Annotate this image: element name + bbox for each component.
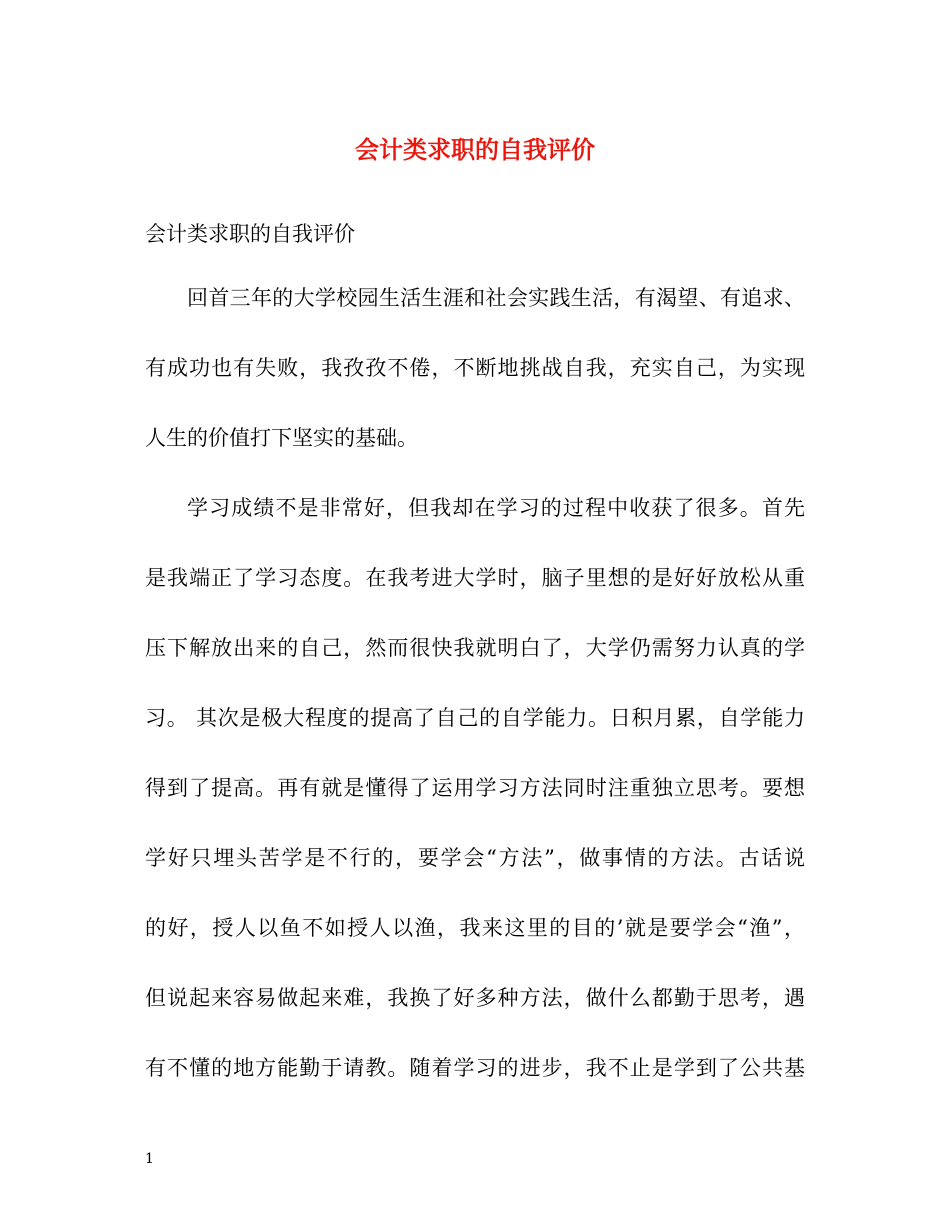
paragraph-line: 有成功也有失败，我孜孜不倦，不断地挑战自我，充实自己，为实现 <box>145 356 805 380</box>
paragraph-line: 习。 其次是极大程度的提高了自己的自学能力。日积月累，自学能力 <box>145 706 805 730</box>
paragraph-line: 有不懂的地方能勤于请教。随着学习的进步，我不止是学到了公共基 <box>145 1056 805 1080</box>
paragraph-line: 压下解放出来的自己，然而很快我就明白了，大学仍需努力认真的学 <box>145 636 805 660</box>
paragraph-line: 但说起来容易做起来难，我换了好多种方法，做什么都勤于思考，遇 <box>145 986 805 1010</box>
paragraph-line: 回首三年的大学校园生活生涯和社会实践生活，有渴望、有追求、 <box>187 286 805 310</box>
paragraph-line: 学好只埋头苦学是不行的，要学会“方法”，做事情的方法。古话说 <box>145 846 805 870</box>
page-number: 1 <box>145 1151 154 1167</box>
paragraph-line: 是我端正了学习态度。在我考进大学时，脑子里想的是好好放松从重 <box>145 566 805 590</box>
paragraph-line: 学习成绩不是非常好，但我却在学习的过程中收获了很多。首先 <box>187 496 805 520</box>
paragraph-line: 的好，授人以鱼不如授人以渔，我来这里的目的’就是要学会“渔”， <box>145 916 805 940</box>
paragraph-line: 得到了提高。再有就是懂得了运用学习方法同时注重独立思考。要想 <box>145 776 805 800</box>
paragraph-line: 人生的价值打下坚实的基础。 <box>145 426 418 450</box>
document-title: 会计类求职的自我评价 <box>355 135 595 164</box>
document-subtitle: 会计类求职的自我评价 <box>145 222 355 246</box>
